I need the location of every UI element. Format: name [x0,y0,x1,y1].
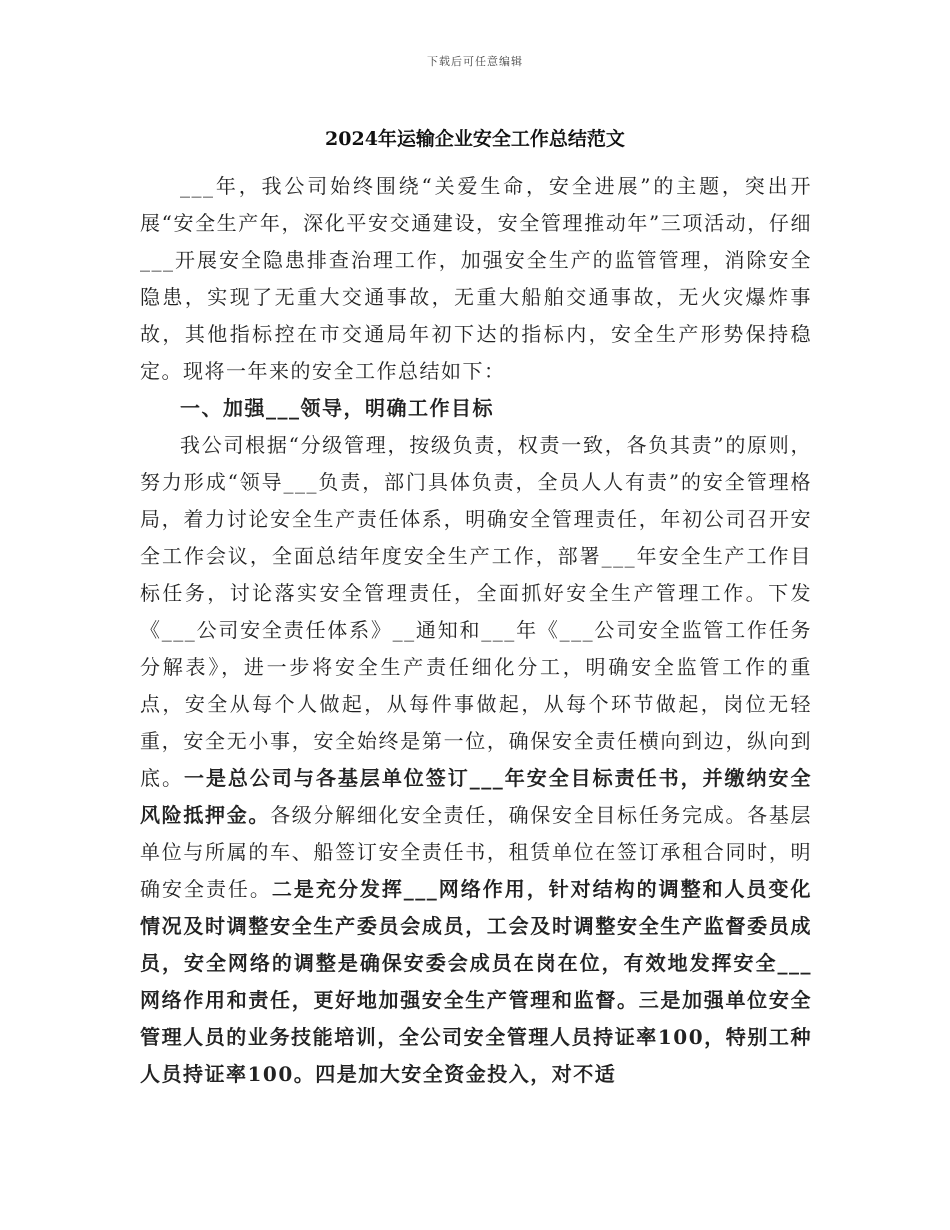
paragraph-text: 各级分解细化安全责任，确保安全目标任务完成。各基层单位与所属的车、船签订安全责任书，租赁单位在签订承租合同时，明确安全责任。 [140,803,813,901]
paragraph-bold-text: 二是充分发挥___网络作用，针对结构的调整和人员变化情况及时调整安全生产委员会成员，工会及时调整安全生产监督委员成员，安全网络的调整是确保安委会成员在岗在位，有效地发挥安全___网络作用和责任，更好地加强安全生产管理和监督。三是加强单位安全管理人员的业务技能培训，全公司安全管理人员持证率100，特别工种人员持证率100。四是加大安全资金投入，对不适 [140,877,813,1086]
paragraph-bold-text: 一是总公司与各基层单位签订___年安全目标责任书，并缴纳安全风险抵押金。 [140,766,813,827]
section-heading: 一、加强___领导，明确工作目标 [180,396,494,420]
section-paragraph [140,427,812,1093]
document-body [140,168,812,1093]
header-note: 下载后可任意编辑 [427,55,523,68]
paragraph-text: 我公司根据“分级管理，按级负责，权责一致，各负其责”的原则，努力形成“领导___负责，部门具体负责，全员人人有责”的安全管理格局，着力讨论安全生产责任体系，明确安全管理责任，年初公司召开安全工作会议，全面总结年度安全生产工作，部署___年安全生产工作目标任务，讨论落实安全管理责任，全面抓好安全生产管理工作。下发《___公司安全责任体系》__通知和___年《___公司安全监管工作任务分解表》，进一步将安全生产责任细化分工，明确安全监管工作的重点，安全从每个人做起，从每件事做起，从每个环节做起，岗位无轻重，安全无小事，安全始终是第一位，确保安全责任横向到边，纵向到底。 [140,433,812,790]
document-title: 2024年运输企业安全工作总结范文 [325,128,625,150]
intro-paragraph: ___年，我公司始终围绕“关爱生命，安全进展”的主题，突出开展“安全生产年，深化平安交通建设，安全管理推动年”三项活动，仔细___开展安全隐患排查治理工作，加强安全生产的监管管理，消除安全隐患，实现了无重大交通事故，无重大船舶交通事故，无火灾爆炸事故，其他指标控在市交通局年初下达的指标内，安全生产形势保持稳定。现将一年来的安全工作总结如下： [140,174,812,383]
